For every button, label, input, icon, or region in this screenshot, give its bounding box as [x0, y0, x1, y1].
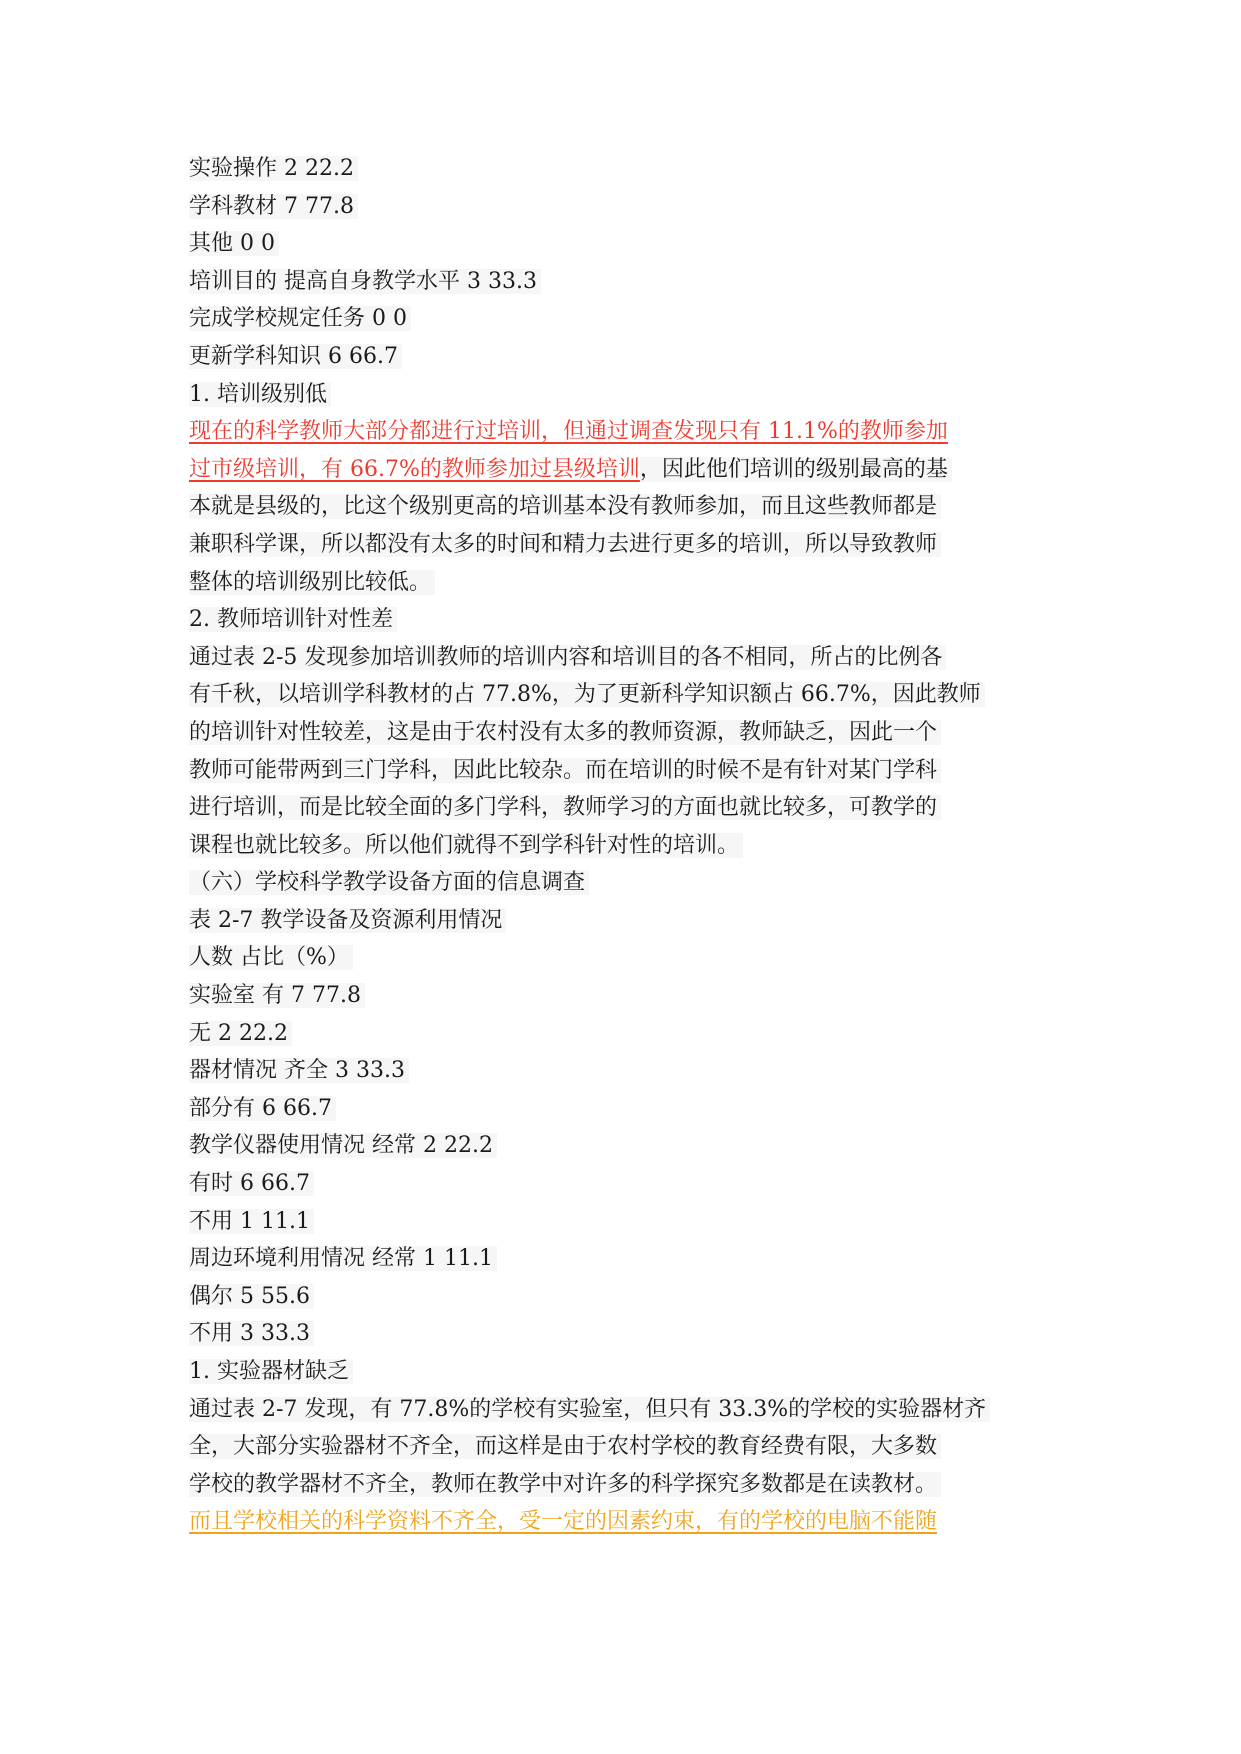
row-text: 有时 6 66.7	[189, 1171, 314, 1196]
line-text: 课程也就比较多。所以他们就得不到学科针对性的培训。	[189, 833, 743, 858]
row-text: 实验室 有 7 77.8	[189, 983, 365, 1008]
row-text: 器材情况 齐全 3 33.3	[189, 1058, 409, 1083]
line-text: 的培训针对性较差，这是由于农村没有太多的教师资源，教师缺乏，因此一个	[189, 720, 941, 745]
row-text: 人数 占比（%）	[189, 945, 353, 970]
line-text: 通过表 2-7 发现，有 77.8%的学校有实验室，但只有 33.3%的学校的实验器材齐	[189, 1397, 990, 1422]
text-line	[189, 188, 1049, 226]
table-row	[189, 1090, 1049, 1128]
line-text: 完成学校规定任务 0 0	[189, 306, 411, 331]
text-line	[189, 338, 1049, 376]
table-row	[189, 1052, 1049, 1090]
line-text: 有千秋，以培训学科教材的占 77.8%，为了更新科学知识额占 66.7%，因此教师	[189, 682, 985, 707]
line-text: 本就是县级的，比这个级别更高的培训基本没有教师参加，而且这些教师都是	[189, 494, 941, 519]
caption-text: 表 2-7 教学设备及资源利用情况	[189, 908, 506, 933]
line-text: 全，大部分实验器材不齐全，而这样是由于农村学校的教育经费有限，大多数	[189, 1434, 941, 1459]
orange-underlined-text: 而且学校相关的科学资料不齐全，受一定的因素约束，有的学校的电脑不能随	[189, 1509, 938, 1535]
text-line	[189, 639, 1049, 677]
red-underlined-text: 现在的科学教师大部分都进行过培训，但通过调查发现只有 11.1%的教师参加	[189, 419, 948, 445]
row-text: 不用 3 33.3	[189, 1321, 314, 1346]
heading-text: 1. 实验器材缺乏	[189, 1359, 353, 1384]
line-text: 其他 0 0	[189, 231, 279, 256]
table-row	[189, 977, 1049, 1015]
line-text: 通过表 2-5 发现参加培训教师的培训内容和培训目的各不相同，所占的比例各	[189, 645, 946, 670]
line-text: 学校的教学器材不齐全，教师在教学中对许多的科学探究多数都是在读教材。	[189, 1472, 941, 1497]
section-heading	[189, 376, 1049, 414]
section-heading	[189, 864, 1049, 902]
line-text: ，因此他们培训的级别最高的基	[640, 457, 952, 482]
text-line	[189, 1428, 1049, 1466]
line-text: 培训目的 提高自身教学水平 3 33.3	[189, 269, 541, 294]
section-heading	[189, 1353, 1049, 1391]
row-text: 无 2 22.2	[189, 1021, 292, 1046]
heading-text: 2. 教师培训针对性差	[189, 607, 397, 632]
table-row	[189, 1203, 1049, 1241]
text-line	[189, 827, 1049, 865]
table-row	[189, 1015, 1049, 1053]
text-line	[189, 263, 1049, 301]
table-row	[189, 939, 1049, 977]
text-line	[189, 752, 1049, 790]
text-line	[189, 526, 1049, 564]
heading-text: 1. 培训级别低	[189, 382, 331, 407]
table-row	[189, 1315, 1049, 1353]
heading-text: （六）学校科学教学设备方面的信息调查	[189, 870, 589, 895]
document-body	[189, 150, 1049, 1541]
line-text: 教师可能带两到三门学科，因此比较杂。而在培训的时候不是有针对某门学科	[189, 758, 941, 783]
text-line	[189, 225, 1049, 263]
table-row	[189, 1165, 1049, 1203]
text-line	[189, 1466, 1049, 1504]
line-text: 兼职科学课，所以都没有太多的时间和精力去进行更多的培训，所以导致教师	[189, 532, 941, 557]
table-caption	[189, 902, 1049, 940]
row-text: 教学仪器使用情况 经常 2 22.2	[189, 1133, 497, 1158]
table-row	[189, 1127, 1049, 1165]
text-line	[189, 1503, 1049, 1541]
text-line	[189, 564, 1049, 602]
row-text: 不用 1 11.1	[189, 1209, 314, 1234]
row-text: 周边环境利用情况 经常 1 11.1	[189, 1246, 497, 1271]
line-text: 整体的培训级别比较低。	[189, 570, 435, 595]
line-text: 进行培训，而是比较全面的多门学科，教师学习的方面也就比较多，可教学的	[189, 795, 941, 820]
table-row	[189, 1278, 1049, 1316]
text-line	[189, 451, 1049, 489]
text-line	[189, 789, 1049, 827]
text-line	[189, 714, 1049, 752]
text-line	[189, 150, 1049, 188]
row-text: 偶尔 5 55.6	[189, 1284, 314, 1309]
line-text: 学科教材 7 77.8	[189, 194, 358, 219]
text-line	[189, 300, 1049, 338]
line-text: 实验操作 2 22.2	[189, 156, 358, 181]
section-heading	[189, 601, 1049, 639]
line-text: 更新学科知识 6 66.7	[189, 344, 402, 369]
table-row	[189, 1240, 1049, 1278]
text-line	[189, 413, 1049, 451]
text-line	[189, 488, 1049, 526]
text-line	[189, 676, 1049, 714]
text-line	[189, 1391, 1049, 1429]
red-underlined-text: 过市级培训，有 66.7%的教师参加过县级培训	[189, 456, 640, 482]
row-text: 部分有 6 66.7	[189, 1096, 336, 1121]
